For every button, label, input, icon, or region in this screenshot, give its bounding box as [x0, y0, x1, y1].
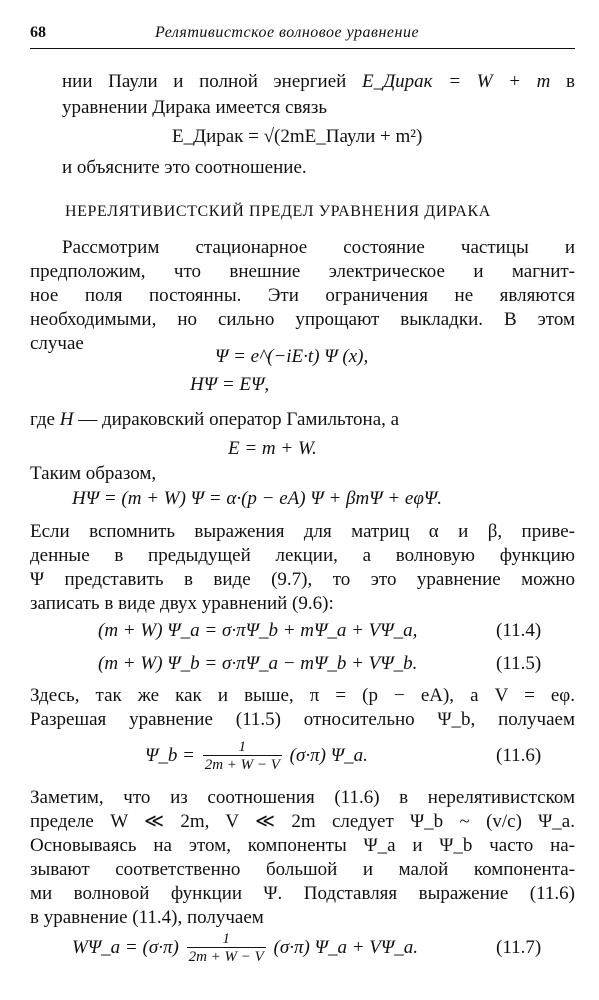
fraction-11-6: $\frac{1}{2m + W - V}$ — [204, 739, 280, 774]
paragraph-2-line-1: Рассмотрим стационарное состояние частицы и — [62, 237, 575, 258]
paragraph-1-line-3: и объясните это соотношение. — [62, 157, 307, 178]
paragraph-5-line-4: записать в виде двух уравнений (9.6): — [30, 593, 334, 614]
equation-h-psi: HΨ = EΨ, — [190, 374, 270, 395]
equation-energy: E = m + W. — [228, 438, 317, 459]
paragraph-7-line-3: Основываясь на этом, компоненты Ψ_a и Ψ_b часто на- — [30, 835, 575, 856]
paragraph-1-line-2: уравнении Дирака имеется связь — [62, 97, 328, 118]
section-heading: НЕРЕЛЯТИВИСТСКИЙ ПРЕДЕЛ УРАВНЕНИЯ ДИРАКА — [65, 203, 491, 220]
equation-number-11-7: (11.7) — [496, 937, 542, 958]
paragraph-2-line-4: необходимыми, но сильно упрощают выкладки. В этом — [30, 309, 575, 330]
paragraph-7-line-4: зывают соответственно большой и малой компонента- — [30, 859, 575, 880]
equation-number-11-5: (11.5) — [496, 653, 542, 674]
paragraph-7-line-2: пределе W ≪ 2m, V ≪ 2m следует Ψ_b ~ (v/c) Ψ_a. — [30, 811, 575, 832]
equation-11-7: WΨ_a = (σ·π) $\frac{1}{2m + W - V}$ (σ·π) Ψ_a + VΨ_a. — [72, 931, 418, 966]
page-number: 68 — [30, 24, 46, 41]
paragraph-5-line-1: Если вспомнить выражения для матриц α и β, приве- — [30, 521, 575, 542]
paragraph-7-line-6: в уравнение (11.4), получаем — [30, 907, 264, 928]
paragraph-7-line-1: Заметим, что из соотношения (11.6) в нерелятивистском — [30, 787, 575, 808]
paragraph-4: Таким образом, — [30, 463, 157, 484]
paragraph-2-line-2: предположим, что внешние электрическое и магнит- — [30, 261, 575, 282]
equation-full-dirac: HΨ = (m + W) Ψ = α·(p − eA) Ψ + βmΨ + eφΨ. — [72, 488, 442, 509]
paragraph-3: где H — дираковский оператор Гамильтона, а — [30, 409, 400, 430]
equation-11-6: Ψ_b = $\frac{1}{2m + W - V}$ (σ·π) Ψ_a. — [145, 739, 368, 774]
equation-11-4: (m + W) Ψ_a = σ·πΨ_b + mΨ_a + VΨ_a, — [98, 620, 418, 641]
paragraph-6-line-2: Разрешая уравнение (11.5) относительно Ψ_b, получаем — [30, 709, 575, 730]
dirac-energy-inline: E_Дирак = W + m — [361, 71, 551, 92]
equation-psi-stationary: Ψ = e^(−iE·t) Ψ (x), — [215, 346, 369, 367]
equation-11-5: (m + W) Ψ_b = σ·πΨ_a − mΨ_b + VΨ_b. — [98, 653, 418, 674]
paragraph-5-line-3: Ψ представить в виде (9.7), то это уравнение можно — [30, 569, 575, 590]
hamiltonian-symbol: H — [59, 409, 74, 430]
paragraph-1-line-1: нии Паули и полной энергией E_Дирак = W + m в — [62, 71, 575, 92]
paragraph-2-line-5: случае — [30, 333, 84, 354]
paragraph-2-line-3: ное поля постоянны. Эти ограничения не являются — [30, 285, 575, 306]
equation-number-11-6: (11.6) — [496, 745, 542, 766]
fraction-11-7: $\frac{1}{2m + W - V}$ — [188, 931, 264, 966]
paragraph-7-line-5: ми волновой функции Ψ. Подставляя выражение (11.6) — [30, 883, 575, 904]
running-header — [30, 22, 575, 49]
equation-energy-relation: E_Дирак = √(2mE_Паули + m²) — [172, 126, 423, 147]
running-title: Релятивистское волновое уравнение — [155, 24, 420, 41]
paragraph-6-line-1: Здесь, так же как и выше, π = (p − eA), а V = eφ. — [30, 685, 575, 706]
equation-number-11-4: (11.4) — [496, 620, 542, 641]
paragraph-5-line-2: денные в предыдущей лекции, а волновую функцию — [30, 545, 575, 566]
